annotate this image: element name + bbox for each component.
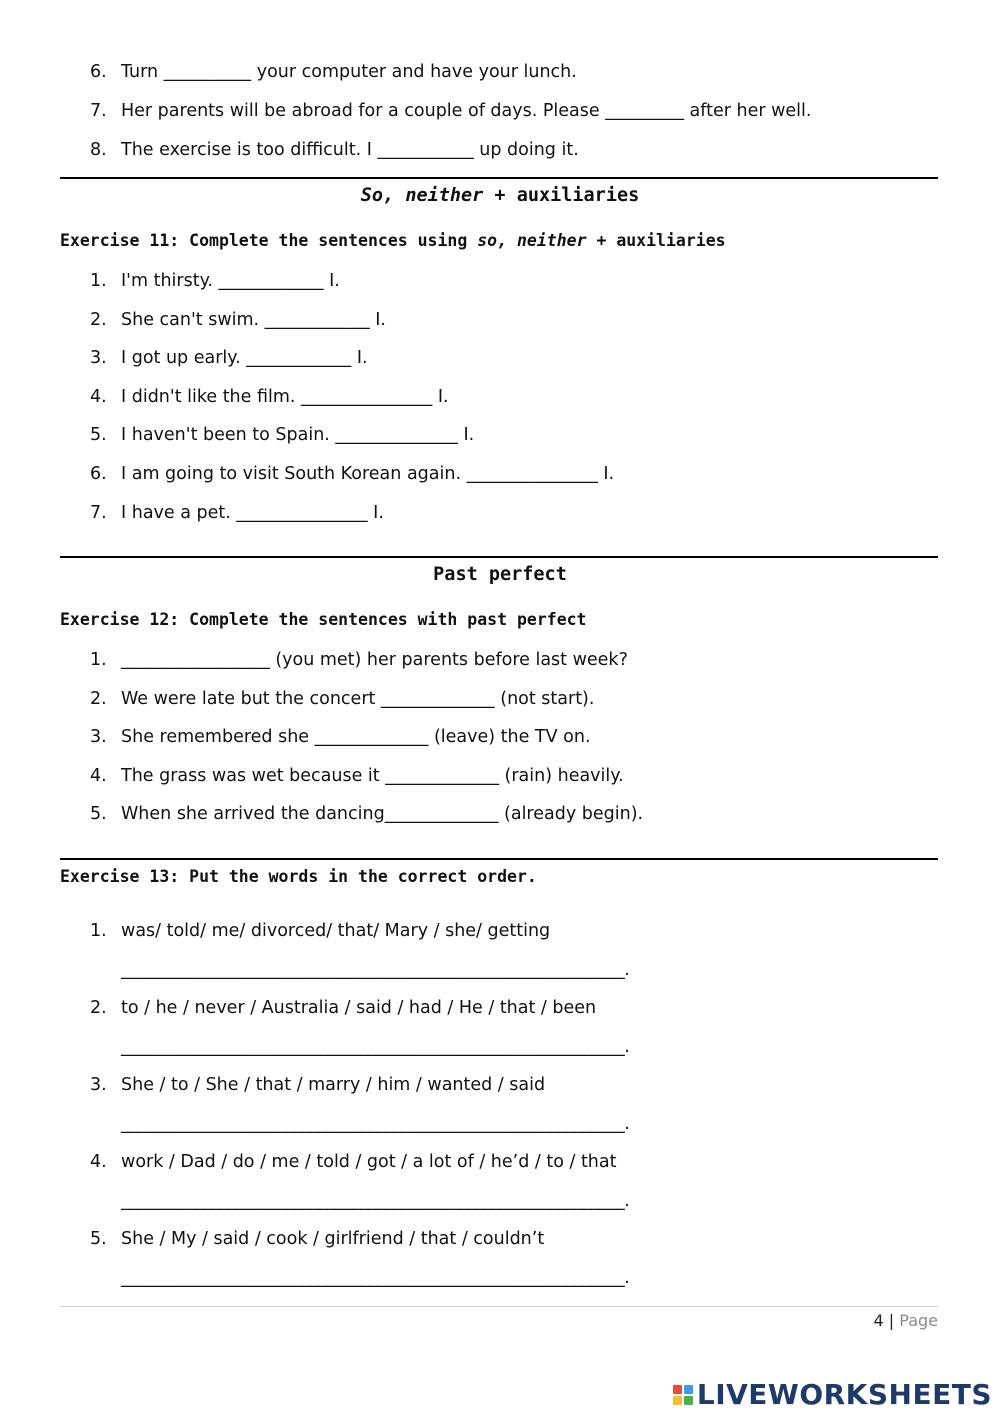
- answer-line: _____________________________________________________________.: [121, 960, 630, 980]
- exercise-heading: Exercise 12: Complete the sentences with past perfect: [60, 610, 587, 629]
- list-item: 6. Turn __________ your computer and have your lunch.: [90, 62, 577, 82]
- answer-line: _____________________________________________________________.: [121, 1268, 630, 1288]
- list-item: 4. I didn't like the film. _______________ I.: [90, 387, 449, 407]
- sentence-text: Her parents will be abroad for a couple of days. Please _________ after her well.: [121, 101, 812, 121]
- section-title: So, neither + auxiliaries: [360, 185, 640, 206]
- list-item: 5. She / My / said / cook / girlfriend / that / couldn’t: [90, 1229, 545, 1249]
- sentence-text: Turn __________ your computer and have your lunch.: [121, 62, 577, 82]
- list-item: 6. I am going to visit South Korean again. _______________ I.: [90, 464, 615, 484]
- sentence-text: The grass was wet because it _____________ (rain) heavily.: [121, 766, 624, 786]
- sentence-text: The exercise is too difficult. I ___________ up doing it.: [121, 140, 579, 160]
- list-item: 4. The grass was wet because it _____________ (rain) heavily.: [90, 766, 624, 786]
- sentence-text: I got up early. ____________ I.: [121, 348, 368, 368]
- page-number: 4 | Page: [873, 1311, 938, 1330]
- list-item: 3. She remembered she _____________ (leave) the TV on.: [90, 727, 591, 747]
- sentence-text: She / to / She / that / marry / him / wanted / said: [121, 1075, 546, 1095]
- answer-line: _____________________________________________________________.: [121, 1191, 630, 1211]
- list-item: 7. I have a pet. _______________ I.: [90, 503, 384, 523]
- sentence-text: _________________ (you met) her parents before last week?: [121, 650, 628, 670]
- footer-divider: [60, 1306, 938, 1307]
- list-item: 5. When she arrived the dancing_____________ (already begin).: [90, 804, 644, 824]
- exercise-heading: Exercise 11: Complete the sentences using so, neither + auxiliaries: [60, 231, 726, 250]
- logo-icon: [673, 1385, 693, 1405]
- list-item: 1. I'm thirsty. ____________ I.: [90, 271, 340, 291]
- sentence-text: I haven't been to Spain. ______________ I.: [121, 425, 475, 445]
- exercise-heading: Exercise 13: Put the words in the correct order.: [60, 867, 537, 886]
- sentence-text: She can't swim. ____________ I.: [121, 310, 386, 330]
- logo-text: LIVEWORKSHEETS: [696, 1378, 992, 1411]
- sentence-text: I'm thirsty. ____________ I.: [121, 271, 340, 291]
- sentence-text: I didn't like the film. _______________ I.: [121, 387, 449, 407]
- section-divider: [60, 858, 938, 860]
- sentence-text: She / My / said / cook / girlfriend / that / couldn’t: [121, 1229, 545, 1249]
- list-item: 7. Her parents will be abroad for a couple of days. Please _________ after her well.: [90, 101, 812, 121]
- list-item: 1. was/ told/ me/ divorced/ that/ Mary / she/ getting: [90, 921, 551, 941]
- answer-line: _____________________________________________________________.: [121, 1037, 630, 1057]
- list-item: 3. I got up early. ____________ I.: [90, 348, 368, 368]
- sentence-text: I have a pet. _______________ I.: [121, 503, 384, 523]
- sentence-text: to / he / never / Australia / said / had / He / that / been: [121, 998, 597, 1018]
- sentence-text: I am going to visit South Korean again. _______________ I.: [121, 464, 615, 484]
- section-divider: [60, 556, 938, 558]
- list-item: 2. We were late but the concert _____________ (not start).: [90, 689, 595, 709]
- sentence-text: work / Dad / do / me / told / got / a lot of / he’d / to / that: [121, 1152, 617, 1172]
- list-item: 5. I haven't been to Spain. ______________ I.: [90, 425, 475, 445]
- list-item: 1. _________________ (you met) her parents before last week?: [90, 650, 628, 670]
- section-divider: [60, 177, 938, 179]
- list-item: 2. to / he / never / Australia / said / had / He / that / been: [90, 998, 597, 1018]
- list-item: 3. She / to / She / that / marry / him / wanted / said: [90, 1075, 546, 1095]
- list-item: 4. work / Dad / do / me / told / got / a lot of / he’d / to / that: [90, 1152, 617, 1172]
- list-item: 8. The exercise is too difficult. I ___________ up doing it.: [90, 140, 579, 160]
- liveworksheets-logo: [673, 1378, 992, 1411]
- answer-line: _____________________________________________________________.: [121, 1114, 630, 1134]
- sentence-text: We were late but the concert _____________ (not start).: [121, 689, 595, 709]
- sentence-text: was/ told/ me/ divorced/ that/ Mary / she/ getting: [121, 921, 551, 941]
- section-title: Past perfect: [433, 564, 567, 585]
- sentence-text: She remembered she _____________ (leave) the TV on.: [121, 727, 591, 747]
- list-item: 2. She can't swim. ____________ I.: [90, 310, 386, 330]
- sentence-text: When she arrived the dancing_____________ (already begin).: [121, 804, 644, 824]
